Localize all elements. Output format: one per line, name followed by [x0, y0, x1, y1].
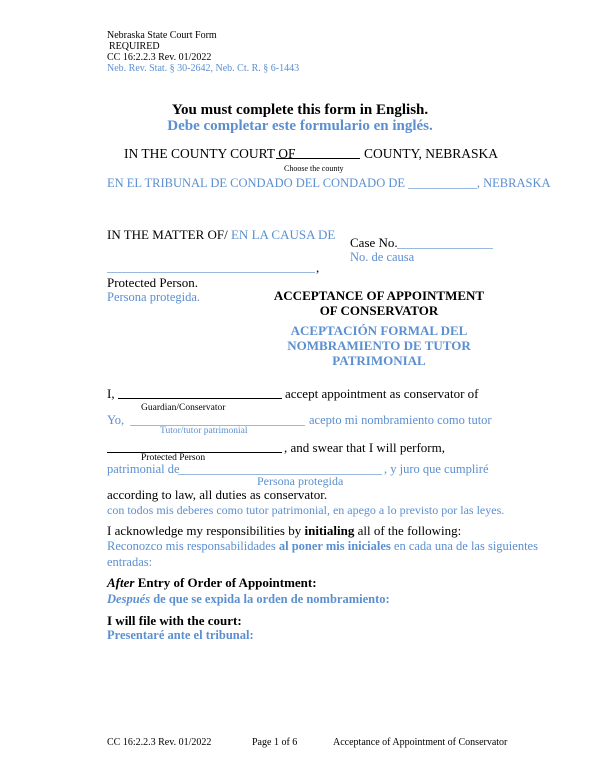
- tutor-label: Tutor/tutor patrimonial: [160, 426, 248, 436]
- after-rest: Entry of Order of Appointment:: [134, 575, 317, 590]
- guardian-label: Guardian/Conservator: [141, 403, 226, 413]
- protected-person-label: Protected Person.: [107, 275, 198, 290]
- title-es-line3: PATRIMONIAL: [332, 353, 426, 368]
- ack-es-pre: Reconozco mis responsabilidades: [107, 539, 279, 553]
- matter-es: EN LA CAUSA DE: [227, 227, 336, 242]
- title-line1: ACCEPTANCE OF APPOINTMENT: [273, 288, 485, 303]
- file-heading: I will file with the court:: [107, 613, 242, 628]
- choose-county-hint: Choose the county: [284, 164, 344, 173]
- court-suffix: COUNTY, NEBRASKA: [364, 146, 499, 161]
- persona-protegida-label: Persona protegida: [257, 474, 344, 488]
- guardian-name-field[interactable]: [118, 398, 282, 399]
- patrimonial-de: patrimonial de: [107, 462, 180, 476]
- despues-italic: Después: [107, 592, 151, 606]
- after-entry-heading: [107, 575, 317, 591]
- title-es-line2: NOMBRAMIENTO DE TUTOR: [287, 338, 471, 353]
- court-spanish: EN EL TRIBUNAL DE CONDADO DEL CONDADO DE ___________, NEBRASKA: [107, 176, 551, 190]
- footer-page: Page 1 of 6: [252, 737, 298, 748]
- case-no-label: Case No.: [350, 235, 398, 250]
- acepto-text: acepto mi nombramiento como tutor: [309, 413, 492, 427]
- accept-text: accept appointment as conservator of: [285, 386, 479, 401]
- caption-comma: ,: [316, 260, 320, 275]
- i-label: I,: [107, 386, 115, 401]
- file-heading-es: Presentaré ante el tribunal:: [107, 628, 254, 642]
- protected-person-field[interactable]: [107, 272, 315, 273]
- after-italic: After: [107, 575, 135, 590]
- ack-es-bold: al poner mis iniciales: [278, 539, 391, 553]
- ack-es-post: en cada una de las siguientes: [390, 539, 538, 553]
- county-field[interactable]: [276, 158, 360, 159]
- protected-person-es: Persona protegida.: [107, 290, 201, 304]
- acknowledge-es-line2: entradas:: [107, 555, 153, 569]
- ack-pre: I acknowledge my responsibilities by: [107, 523, 305, 538]
- title-line2: OF CONSERVATOR: [319, 303, 439, 318]
- title-es-line1: ACEPTACIÓN FORMAL DEL: [290, 323, 468, 338]
- despues-rest: de que se expida la orden de nombramiento:: [150, 592, 390, 606]
- required-label: REQUIRED: [109, 41, 160, 52]
- despues-heading: [107, 592, 390, 607]
- footer-code: CC 16:2.2.3 Rev. 01/2022: [107, 737, 212, 748]
- acknowledge-text: [107, 523, 461, 539]
- court-prefix: IN THE COUNTY COURT OF: [124, 146, 296, 161]
- statutes: Neb. Rev. Stat. § 30-2642, Neb. Ct. R. § 6-1443: [107, 63, 300, 74]
- juro-text: , y juro que cumpliré: [384, 462, 489, 476]
- matter-en: IN THE MATTER OF/: [107, 227, 228, 242]
- protected-person-sublabel: Protected Person: [141, 453, 206, 463]
- according-es: con todos mis deberes como tutor patrimonial, en apego a lo previsto por las leyes.: [107, 503, 505, 517]
- case-no-field[interactable]: [397, 248, 493, 249]
- according-text: according to law, all duties as conservator.: [107, 487, 328, 502]
- swear-text: , and swear that I will perform,: [284, 440, 446, 455]
- matter-label: [107, 227, 335, 243]
- spanish-notice: Debe completar este formulario en inglés.: [167, 118, 433, 134]
- footer-title: Acceptance of Appointment of Conservator: [333, 737, 508, 748]
- acknowledge-es: [107, 539, 538, 554]
- yo-label: Yo,: [107, 413, 125, 427]
- form-name: Nebraska State Court Form: [107, 30, 217, 41]
- form-code: CC 16:2.2.3 Rev. 01/2022: [107, 52, 212, 63]
- ack-post: all of the following:: [354, 523, 462, 538]
- english-notice: You must complete this form in English.: [171, 102, 429, 118]
- ack-bold: initialing: [304, 523, 355, 538]
- case-no-es: No. de causa: [350, 250, 415, 264]
